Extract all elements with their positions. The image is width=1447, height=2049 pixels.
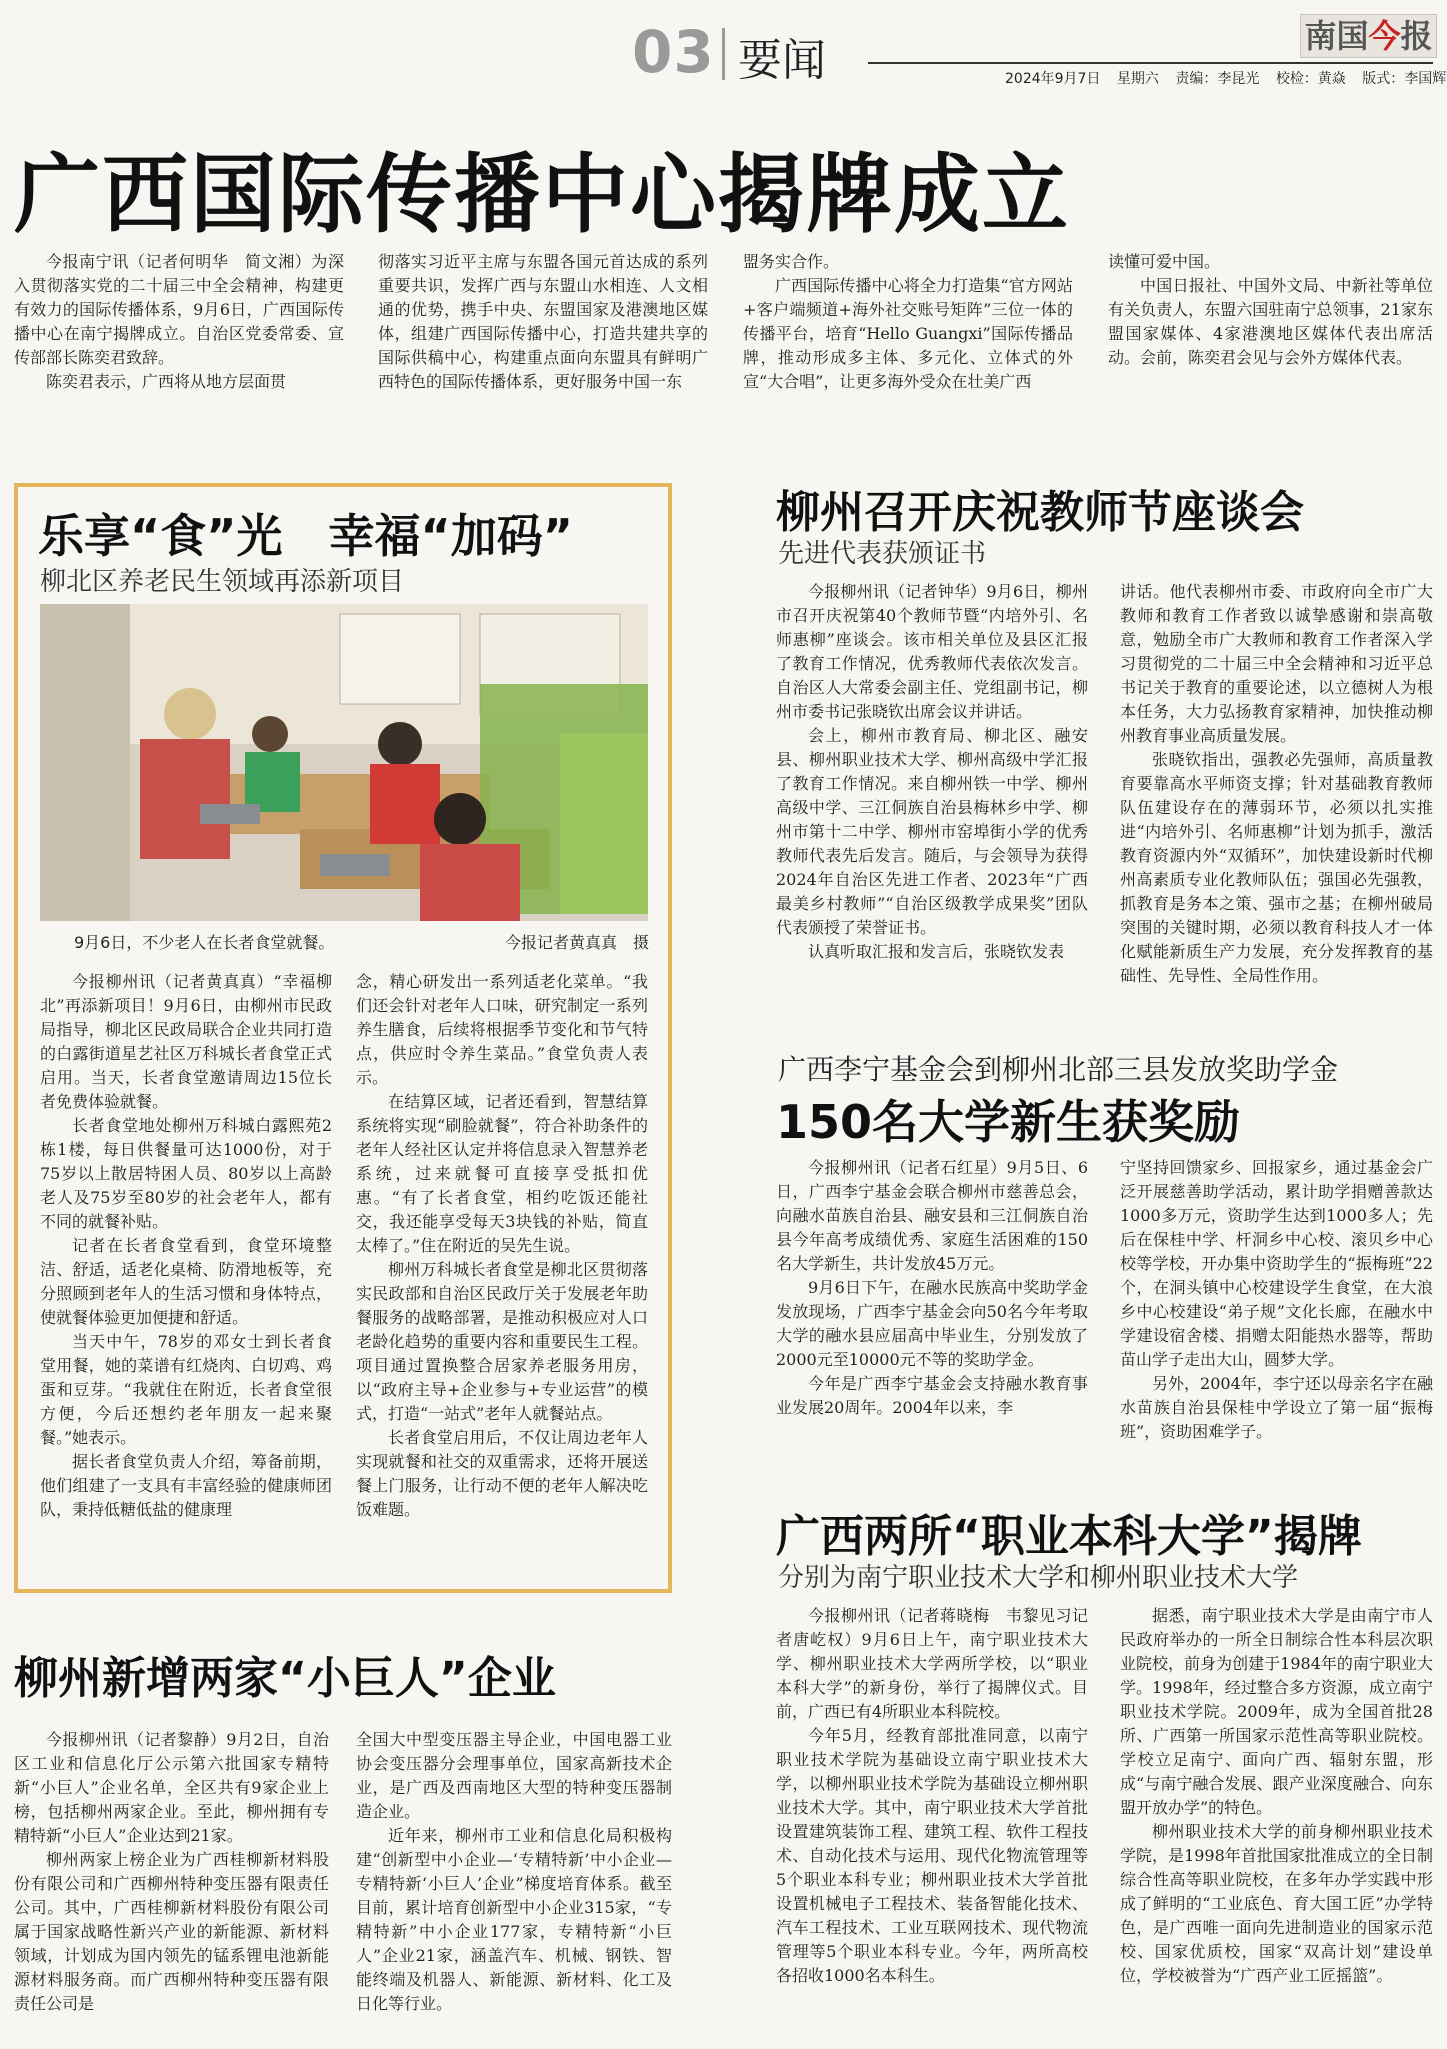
feature-paragraph: 记者在长者食堂看到，食堂环境整洁、舒适，适老化桌椅、防滑地板等，充分照顾到老年人的生活习惯和身体特点，使就餐体验更加便捷和舒适。 [40,1236,332,1327]
lead-column-2 [378,250,708,394]
feature-subtitle: 柳北区养老民生领域再添新项目 [40,567,405,597]
lead-paragraph: 中国日报社、中国外文局、中新社等单位有关负责人，东盟六国驻南宁总领事，21家东盟国家媒体、4家港澳地区媒体代表出席活动。会前，陈奕君会见与会外方媒体代表。 [1108,276,1433,367]
lead-paragraph: 广西国际传播中心将全力打造集“官方网站+客户端频道+海外社交账号矩阵”三位一体的传播平台，培育“Hello Guangxi”国际传播品牌，推动形成多主体、多元化、立体式的外宣“大合唱”，让更多海外受众在壮美广西 [743,276,1073,391]
feature-paragraph: 长者食堂启用后，不仅让周边老年人实现就餐和社交的双重需求，还将开展送餐上门服务，让行动不便的老年人解决吃饭难题。 [356,1428,648,1519]
vocational-paragraph: 今报柳州讯（记者蒋晓梅 韦黎见习记者唐屹权）9月6日上午，南宁职业技术大学、柳州职业技术大学两所学校，以“职业本科大学”的新身份，举行了揭牌仪式。目前，广西已有4所职业本科院校。 [776,1606,1088,1721]
photo-credit: 今报记者黄真真 摄 [504,933,649,952]
teachers-paragraph: 讲话。他代表柳州市委、市政府向全市广大教师和教育工作者致以诚挚感谢和崇高敬意，勉励全市广大教师和教育工作者深入学习贯彻党的二十届三中全会精神和习近平总书记关于教育的重要论述，以立德树人为根本任务，大力弘扬教育家精神，加快推动柳州教育事业高质量发展。 [1120,582,1433,745]
page-number: 03 [632,18,715,86]
issue-date: 2024年9月7日 [1005,71,1101,87]
lead-headline: 广西国际传播中心揭牌成立 [14,145,1070,245]
layout-credit: 版式：李国辉 [1362,71,1447,87]
photo-caption [74,930,649,953]
vocational-paragraph: 今年5月，经教育部批准同意，以南宁职业技术学院为基础设立南宁职业技术大学，以柳州职业技术学院为基础设立柳州职业技术大学。其中，南宁职业技术大学首批设置建筑装饰工程、建筑工程、软件工程技术、自动化技术与运用、现代化物流管理等5个职业本科专业；柳州职业技术大学首批设置机械电子工程技术、装备智能化技术、汽车工程技术、工业互联网技术、现代物流管理等5个职业本科专业。今年，两所高校各招收1000名本科生。 [776,1726,1088,1985]
logo-prefix: 南国 [1304,17,1369,55]
vocational-column-1 [776,1604,1088,1988]
newspaper-logo [1300,14,1437,58]
canteen-photo-illustration [40,604,648,921]
xiaojuren-paragraph: 全国大中型变压器主导企业，中国电器工业协会变压器分会理事单位，国家高新技术企业，是广西及西南地区大型的特种变压器制造企业。 [356,1730,672,1821]
teachers-paragraph: 今报柳州讯（记者钟华）9月6日，柳州市召开庆祝第40个教师节暨“内培外引、名师惠柳”座谈会。该市相关单位及县区汇报了教育工作情况，优秀教师代表依次发言。自治区人大常委会副主任、党组副书记，柳州市委书记张晓钦出席会议并讲话。 [776,582,1088,721]
xiaojuren-column-1 [14,1728,329,2016]
teachers-subtitle: 先进代表获颁证书 [778,539,987,569]
feature-paragraph: 在结算区域，记者还看到，智慧结算系统将实现“刷脸就餐”，符合补助条件的老年人经社区认定并将信息录入智慧养老系统，过来就餐可直接享受抵扣优惠。“有了长者食堂，相约吃饭还能社交，我还能享受每天3块钱的补贴，简直太棒了。”住在附近的吴先生说。 [356,1092,648,1255]
lining-title: 150名大学新生获奖励 [776,1095,1241,1149]
teachers-paragraph: 会上，柳州市教育局、柳北区、融安县、柳州职业技术大学、柳州高级中学汇报了教育工作情况。来自柳州铁一中学、柳州高级中学、三江侗族自治县梅林乡中学、柳州市第十二中学、柳州市窑埠街小学的优秀教师代表先后发言。随后，与会领导为获得2024年自治区先进工作者、2023年“广西最美乡村教师”“自治区级教学成果奖”团队代表颁授了荣誉证书。 [776,726,1088,937]
vocational-paragraph: 据悉，南宁职业技术大学是由南宁市人民政府举办的一所全日制综合性本科层次职业院校，前身为创建于1984年的南宁职业大学。1998年，经过整合多方资源，成立南宁职业技术学院。2009年，成为全国首批28所、广西第一所国家示范性高等职业院校。学校立足南宁、面向广西、辐射东盟，形成“与南宁融合发展、跟产业深度融合、向东盟开放办学”的特色。 [1120,1606,1433,1817]
teachers-paragraph: 张晓钦指出，强教必先强师，高质量教育要靠高水平师资支撑；针对基础教育教师队伍建设存在的薄弱环节，必须以扎实推进“内培外引、名师惠柳”计划为抓手，激活教育资源内外“双循环”，加快建设新时代柳州高素质专业化教师队伍；强国必先强教，抓教育是务本之策、强市之基；在柳州破局突围的关键时期，必须以教育科技人才一体化赋能新质生产力发展，充分发挥教育的基础性、先导性、全局性作用。 [1120,750,1433,985]
logo-suffix: 报 [1400,17,1433,55]
editor-credit: 责编：李昆光 [1175,71,1260,87]
caption-text: 9月6日，不少老人在长者食堂就餐。 [74,933,335,952]
proofreader-credit: 校检：黄焱 [1275,71,1346,87]
feature-paragraph: 当天中午，78岁的邓女士到长者食堂用餐，她的菜谱有红烧肉、白切鸡、鸡蛋和豆芽。“我就住在附近，长者食堂很方便，今后还想约老年朋友一起来聚餐。”她表示。 [40,1332,332,1447]
feature-paragraph: 柳州万科城长者食堂是柳北区贯彻落实民政部和自治区民政厅关于发展老年助餐服务的战略部署，是推动积极应对人口老龄化趋势的重要内容和重要民生工程。项目通过置换整合居家养老服务用房，以“政府主导+企业参与+专业运营”的模式，打造“一站式”老年人就餐站点。 [356,1260,648,1423]
logo-highlight: 今 [1368,17,1401,55]
feature-title: 乐享“食”光 幸福“加码” [38,509,573,563]
feature-paragraph: 长者食堂地处柳州万科城白露熙苑2栋1楼，每日供餐量可达1000份，对于75岁以上散居特困人员、80岁以上高龄老人及75岁至80岁的社会老年人，都有不同的就餐补贴。 [40,1116,332,1231]
xiaojuren-title: 柳州新增两家“小巨人”企业 [14,1653,556,1704]
feature-paragraph: 念，精心研发出一系列适老化菜单。“我们还会针对老年人口味，研究制定一系列养生膳食，后续将根据季节变化和节气特点，供应时令养生菜品。”食堂负责人表示。 [356,972,648,1087]
feature-paragraph: 今报柳州讯（记者黄真真）“幸福柳北”再添新项目！9月6日，由柳州市民政局指导，柳北区民政局联合企业共同打造的白露街道星艺社区万科城长者食堂正式启用。当天，长者食堂邀请周边15位长者免费体验就餐。 [40,972,332,1111]
canteen-photo [40,604,648,921]
xiaojuren-column-2 [356,1728,672,2016]
vocational-subtitle: 分别为南宁职业技术大学和柳州职业技术大学 [778,1563,1299,1593]
issue-weekday: 星期六 [1116,71,1159,87]
lead-column-1 [14,250,344,394]
xiaojuren-paragraph: 柳州两家上榜企业为广西桂柳新材料股份有限公司和广西柳州特种变压器有限责任公司。其中，广西桂柳新材料股份有限公司属于国家战略性新兴产业的新能源、新材料领域，计划成为国内领先的锰系锂电池新能源材料服务商。而广西柳州特种变压器有限责任公司是 [14,1850,329,2013]
dateline [1005,68,1447,88]
masthead-divider [722,28,725,80]
lining-paragraph: 宁坚持回馈家乡、回报家乡，通过基金会广泛开展慈善助学活动，累计助学捐赠善款达1000多万元，资助学生达到1000多人；先后在保桂中学、杆洞乡中心校、滚贝乡中心校等学校，开办集中资助学生的“振梅班”22个，在洞头镇中心校建设学生食堂，在大浪乡中心校建设“弟子规”文化长廊，在融水中学建设宿舍楼、捐赠太阳能热水器等，帮助苗山学子走出大山，圆梦大学。 [1120,1158,1433,1369]
feature-column-2 [356,970,648,1522]
feature-column-1 [40,970,332,1522]
masthead-rule [868,62,1433,64]
teachers-title: 柳州召开庆祝教师节座谈会 [776,487,1304,538]
teachers-paragraph: 认真听取汇报和发言后，张晓钦发表 [808,942,1065,961]
section-name: 要闻 [738,35,826,86]
vocational-column-2 [1120,1604,1433,1988]
lining-paragraph: 今报柳州讯（记者石红星）9月5日、6日，广西李宁基金会联合柳州市慈善总会，向融水苗族自治县、融安县和三江侗族自治县今年高考成绩优秀、家庭生活困难的150名大学新生，共计发放45万元。 [776,1158,1088,1273]
lining-column-1 [776,1156,1088,1420]
teachers-column-2 [1120,580,1433,988]
vocational-paragraph: 柳州职业技术大学的前身柳州职业技术学院，是1998年首批国家批准成立的全日制综合性高等职业院校，在多年办学实践中形成了鲜明的“工业底色、育大国工匠”办学特色，是广西唯一面向先进制造业的国家示范校、国家优质校，国家“双高计划”建设单位，学校被誉为“广西产业工匠摇篮”。 [1120,1822,1433,1985]
lead-paragraph: 读懂可爱中国。 [1108,252,1221,271]
lead-column-4 [1108,250,1433,370]
teachers-column-1 [776,580,1088,964]
lining-column-2 [1120,1156,1433,1444]
lining-kicker: 广西李宁基金会到柳州北部三县发放奖助学金 [778,1053,1339,1086]
feature-paragraph: 据长者食堂负责人介绍，筹备前期，他们组建了一支具有丰富经验的健康师团队，秉持低糖低盐的健康理 [40,1452,332,1519]
lead-column-3 [743,250,1073,394]
vocational-title: 广西两所“职业本科大学”揭牌 [776,1511,1362,1562]
xiaojuren-paragraph: 今报柳州讯（记者黎静）9月2日，自治区工业和信息化厅公示第六批国家专精特新“小巨人”企业名单，全区共有9家企业上榜，包括柳州两家企业。至此，柳州拥有专精特新“小巨人”企业达到21家。 [14,1730,329,1845]
lining-paragraph: 9月6日下午，在融水民族高中奖助学金发放现场，广西李宁基金会向50名今年考取大学的融水县应届高中毕业生，分别发放了2000元至10000元不等的奖助学金。 [776,1278,1088,1369]
lead-paragraph: 今报南宁讯（记者何明华 简文湘）为深入贯彻落实党的二十届三中全会精神，构建更有效力的国际传播体系，9月6日，广西国际传播中心在南宁揭牌成立。自治区党委常委、宣传部部长陈奕君致辞。 [14,252,344,367]
lining-paragraph: 今年是广西李宁基金会支持融水教育事业发展20周年。2004年以来，李 [776,1374,1088,1417]
xiaojuren-paragraph: 近年来，柳州市工业和信息化局积极构建“创新型中小企业—‘专精特新’中小企业—专精特新‘小巨人’企业”梯度培育体系。截至目前，累计培育创新型中小企业315家，“专精特新”中小企业177家，专精特新“小巨人”企业21家，涵盖汽车、机械、钢铁、智能终端及机器人、新能源、新材料、化工及日化等行业。 [356,1826,672,2013]
lead-paragraph: 彻落实习近平主席与东盟各国元首达成的系列重要共识，发挥广西与东盟山水相连、人文相通的优势，携手中央、东盟国家及港澳地区媒体，组建广西国际传播中心，打造共建共享的国际供稿中心，构建重点面向东盟具有鲜明广西特色的国际传播体系，更好服务中国一东 [378,252,708,391]
lead-paragraph: 盟务实合作。 [743,252,840,271]
lining-paragraph: 另外，2004年，李宁还以母亲名字在融水苗族自治县保桂中学设立了第一届“振梅班”，资助困难学子。 [1120,1374,1433,1441]
lead-paragraph: 陈奕君表示，广西将从地方层面贯 [46,372,287,391]
